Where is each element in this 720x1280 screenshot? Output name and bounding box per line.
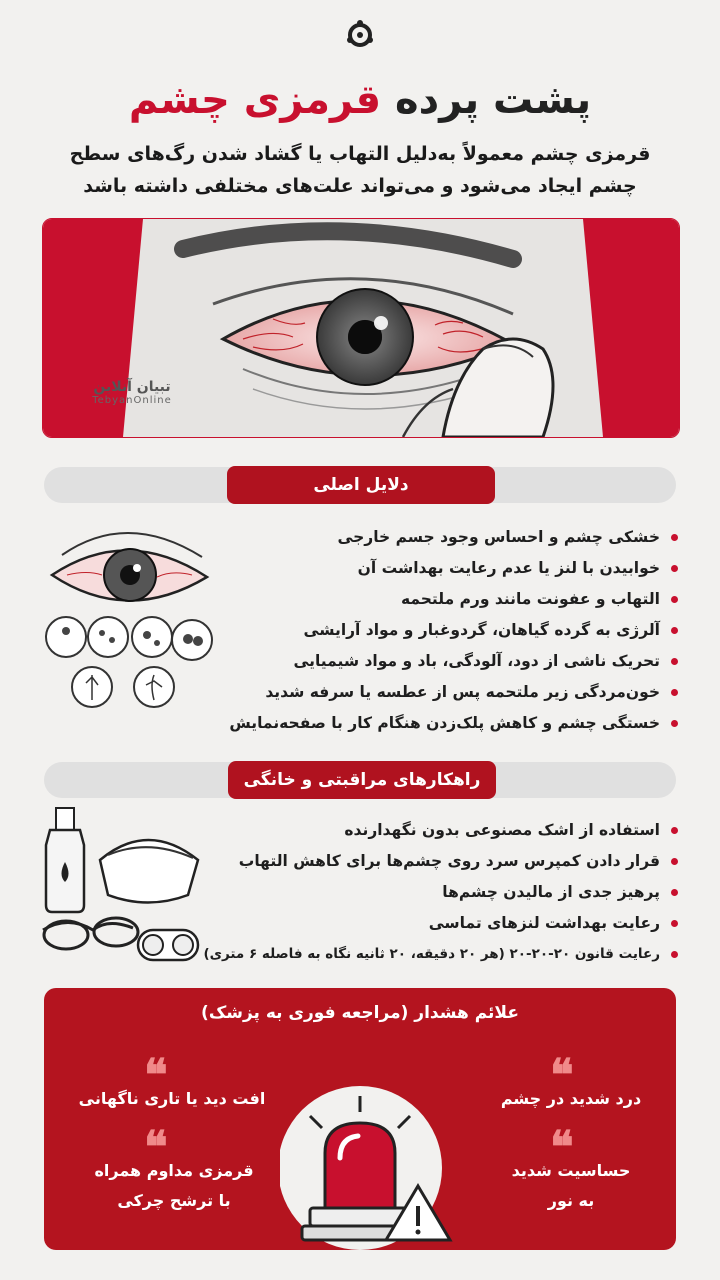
subtitle-line1: قرمزی چشم معمولاً به‌دلیل التهاب یا گشاد شدن رگ‌های سطح [69, 143, 651, 165]
watermark [82, 380, 182, 408]
care-list [203, 815, 680, 970]
list-item: تحریک ناشی از دود، آلودگی، باد و مواد شیمیایی [225, 646, 680, 677]
list-item: رعایت بهداشت لنزهای تماسی [210, 908, 680, 939]
quote-icon: ❝ [550, 1122, 574, 1173]
list-item: قرار دادن کمپرس سرد روی چشم‌ها برای کاهش التهاب [210, 846, 680, 877]
list-item: خوابیدن با لنز یا عدم رعایت بهداشت آن [225, 553, 680, 584]
list-item: آلرژی به گرده گیاهان، گردوغبار و مواد آرایشی [225, 615, 680, 646]
warning-top-left: افت دید یا تاری ناگهانی [78, 1089, 266, 1108]
care-heading: راهکارهای مراقبتی و خانگی [228, 761, 496, 799]
tebyan-logo-icon [343, 18, 377, 52]
warning-bottom-left-line1: قرمزی مداوم همراه [94, 1161, 254, 1180]
quote-icon: ❝ [144, 1050, 168, 1101]
list-item: رعایت قانون ۲۰-۲۰-۲۰ (هر ۲۰ دقیقه، ۲۰ ثانیه نگاه به فاصله ۶ متری) [210, 939, 680, 970]
list-item: استفاده از اشک مصنوعی بدون نگهدارنده [210, 815, 680, 846]
siren-icon [280, 1068, 460, 1250]
subtitle-line2: چشم ایجاد می‌شود و می‌تواند علت‌های مختلفی داشته باشد [83, 175, 637, 197]
quote-icon: ❝ [144, 1122, 168, 1173]
warning-bottom-right-line1: حساسیت شدید [511, 1161, 631, 1180]
page-subtitle [60, 138, 660, 202]
causes-list [225, 522, 680, 739]
warning-bottom-right-line2: به نور [547, 1191, 595, 1210]
warning-bottom-left [74, 1156, 274, 1216]
watermark-fa: تبیان آنلاین [93, 379, 171, 395]
warning-box [44, 988, 676, 1250]
list-item: التهاب و عفونت مانند ورم ملتحمه [225, 584, 680, 615]
list-item: خشکی چشم و احساس وجود جسم خارجی [225, 522, 680, 553]
list-item: خون‌مردگی زیر ملتحمه پس از عطسه یا سرفه شدید [225, 677, 680, 708]
warning-top-right: درد شدید در چشم [500, 1089, 642, 1108]
warning-bottom-right [476, 1156, 666, 1216]
watermark-en: TebyanOnline [92, 395, 172, 406]
quote-icon: ❝ [550, 1050, 574, 1101]
page-title [0, 72, 720, 128]
eyedrops-compress-glasses-sketch-icon [38, 800, 208, 975]
warning-heading: علائم هشدار (مراجعه فوری به پزشک) [201, 1003, 519, 1023]
warning-bottom-left-line2: با ترشح چرکی [117, 1191, 231, 1210]
title-part1: پشت پرده [395, 77, 592, 123]
title-part2: قرمزی چشم [128, 77, 382, 123]
list-item: پرهیز جدی از مالیدن چشم‌ها [210, 877, 680, 908]
causes-heading: دلایل اصلی [227, 466, 495, 504]
eye-allergens-sketch-icon [42, 525, 217, 715]
list-item: خستگی چشم و کاهش پلک‌زدن هنگام کار با صفحه‌نمایش [225, 708, 680, 739]
